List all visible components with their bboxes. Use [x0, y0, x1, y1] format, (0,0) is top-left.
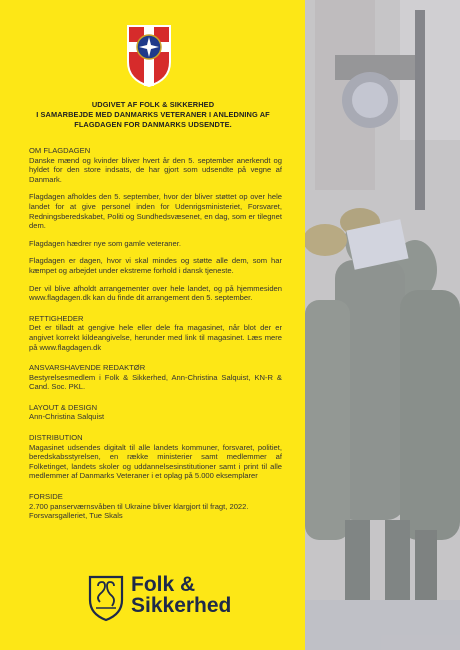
section-title-forside: FORSIDE — [29, 492, 63, 502]
logo-line-2: Sikkerhed — [131, 594, 232, 617]
section-title-rettigheder: RETTIGHEDER — [29, 313, 84, 323]
om-paragraph-2: Flagdagen afholdes den 5. september, hvor der bliver støttet op over hele landet for at give personel inden for Udenrigsministeriet, Forsvaret, Redningsberedskabet, Politi og Sundhedsvæsenet, en dag, som er tilegnet dem. — [29, 192, 282, 231]
veterans-shield-emblem-icon — [124, 22, 174, 88]
om-paragraph-5: Der vil blive afholdt arrangementer over hele landet, og på hjemmesiden www.flagdagen.dk kan du finde dit arrangement den 5. september. — [29, 283, 282, 303]
folk-og-sikkerhed-crest-icon — [86, 574, 126, 622]
om-paragraph-4: Flagdagen er dagen, hvor vi skal mindes og støtte alle dem, som har kæmpet og arbejdet under ekstreme forhold i dansk tjeneste. — [29, 256, 282, 275]
rettigheder-text: Det er tilladt at gengive hele eller dele fra magasinet, når blot der er angivet korrekt kildeangivelse, herunder med link til magasinet. Læs mere på www.flagdagen.dk — [29, 323, 282, 352]
section-title-redaktor: ANSVARSHAVENDE REDAKTØR — [29, 363, 146, 373]
om-paragraph-1: Danske mænd og kvinder bliver hvert år den 5. september anerkendt og hyldet for den store indsats, de har gjort som udsendte på vegne af Danmark. — [29, 155, 282, 184]
om-paragraph-3: Flagdagen hædrer nye som gamle veteraner. — [29, 238, 181, 248]
header-line-2: I SAMARBEJDE MED DANMARKS VETERANER I ANLEDNING AF — [36, 110, 270, 119]
section-title-distribution: DISTRIBUTION — [29, 433, 83, 443]
folk-og-sikkerhed-logo — [86, 574, 256, 622]
header-line-1: UDGIVET AF FOLK & SIKKERHED — [91, 100, 215, 109]
distribution-text: Magasinet udsendes digitalt til alle landets kommuner, forsvaret, politiet, beredskabsstyrelsen, en række ministerier samt medlemmer af Folketinget, landets skoler og uddannelsesinstitutioner samt i print til alle medlemmer af Danmarks Veteraner i et oplag på 5.000 eksemplarer — [29, 442, 282, 481]
logo-line-1: Folk & — [131, 573, 196, 596]
redaktor-text: Bestyrelsesmedlem i Folk & Sikkerhed, Ann-Christina Salquist, KN-R & Cand. Soc. PKL. — [29, 372, 282, 392]
section-title-om-flagdagen: OM FLAGDAGEN — [29, 146, 91, 155]
layout-text: Ann-Christina Salquist — [29, 412, 105, 422]
colophon-text — [29, 146, 282, 521]
cover-photo-soldiers — [305, 0, 460, 650]
soldiers-photo-illustration — [305, 0, 460, 650]
section-title-layout: LAYOUT & DESIGN — [29, 402, 98, 412]
header-line-3: FLAGDAGEN FOR DANMARKS UDSENDTE. — [74, 120, 232, 129]
publisher-header — [20, 100, 286, 130]
forside-text: 2.700 panserværnsvåben til Ukraine bliver klargjort til fragt, 2022. Forsvarsgalleriet, Tue Skals — [29, 501, 249, 521]
logo-wordmark — [131, 574, 231, 616]
